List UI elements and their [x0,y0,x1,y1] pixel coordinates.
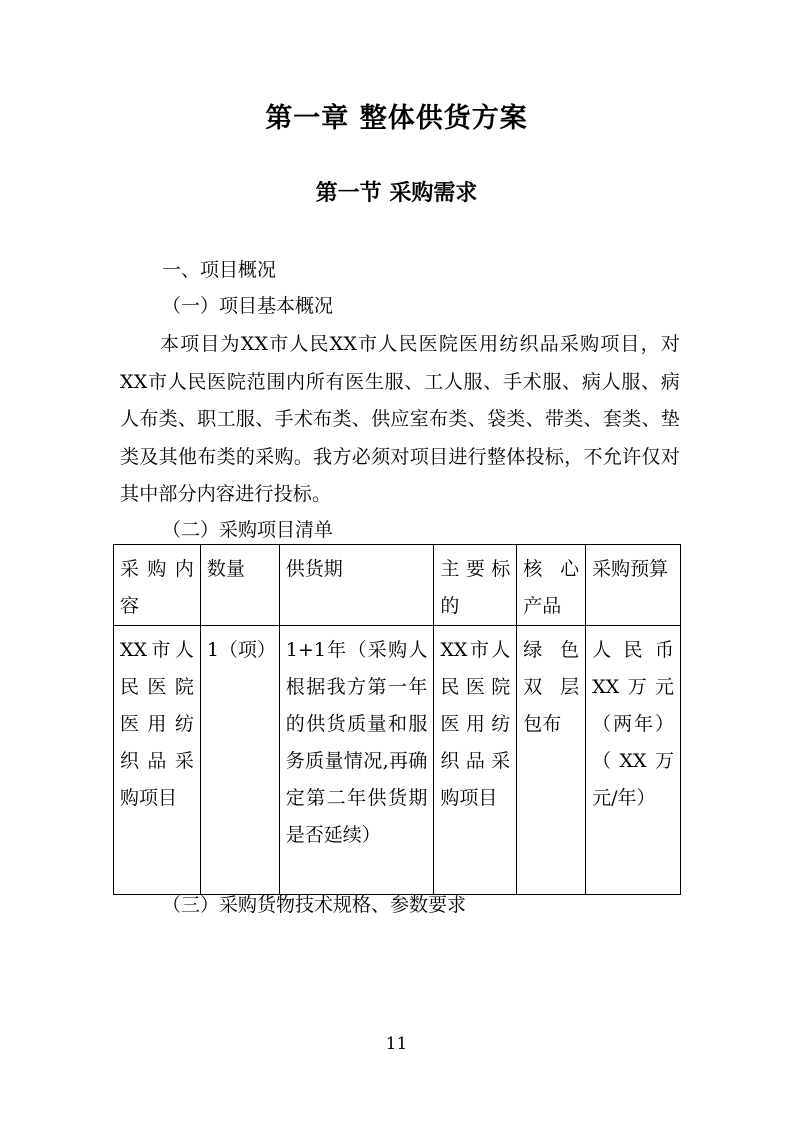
table-header-cell: 供货期 [279,545,434,626]
subheading-technical-specs: （三）采购货物技术规格、参数要求 [162,894,467,916]
chapter-title: 第一章 整体供货方案 [265,103,528,134]
table-header-cell: 主要标的 [434,545,517,626]
page-number: 11 [385,1034,408,1054]
table-header-cell: 核心产品 [517,545,586,626]
subheading-procurement-list: （二）采购项目清单 [162,519,334,541]
table-cell-delivery-period: 1+1年（采购人根据我方第一年的供货质量和服务质量情况,再确定第二年供货期是否延续） [279,626,434,895]
table-row [114,626,681,895]
project-description-paragraph: 本项目为XX市人民XX市人民医院医用纺织品采购项目，对XX市人民医院范围内所有医生服、工人服、手术服、病人服、病人布类、职工服、手术布类、供应室布类、袋类、带类、套类、垫类及其他布类的采购。我方必须对项目进行整体投标，不允许仅对其中部分内容进行投标。 [120,333,680,505]
table-cell-content: XX市人民医院医用纺织品采购项目 [114,626,201,895]
table-header-cell: 采购预算 [586,545,681,626]
heading-project-overview: 一、项目概况 [162,259,277,281]
table-cell-core-product: 绿色双层包布 [517,626,586,895]
procurement-table [113,544,681,895]
table-header-cell: 采购内容 [114,545,201,626]
table-cell-main-subject: XX市人民医院医用纺织品采购项目 [434,626,517,895]
table-cell-budget: 人民币XX万元（两年）（XX万元/年） [586,626,681,895]
subheading-basic-overview: （一）项目基本概况 [162,295,334,317]
table-cell-quantity: 1（项） [200,626,279,895]
table-header-row [114,545,681,626]
section-title: 第一节 采购需求 [315,181,478,206]
table-header-cell: 数量 [200,545,279,626]
